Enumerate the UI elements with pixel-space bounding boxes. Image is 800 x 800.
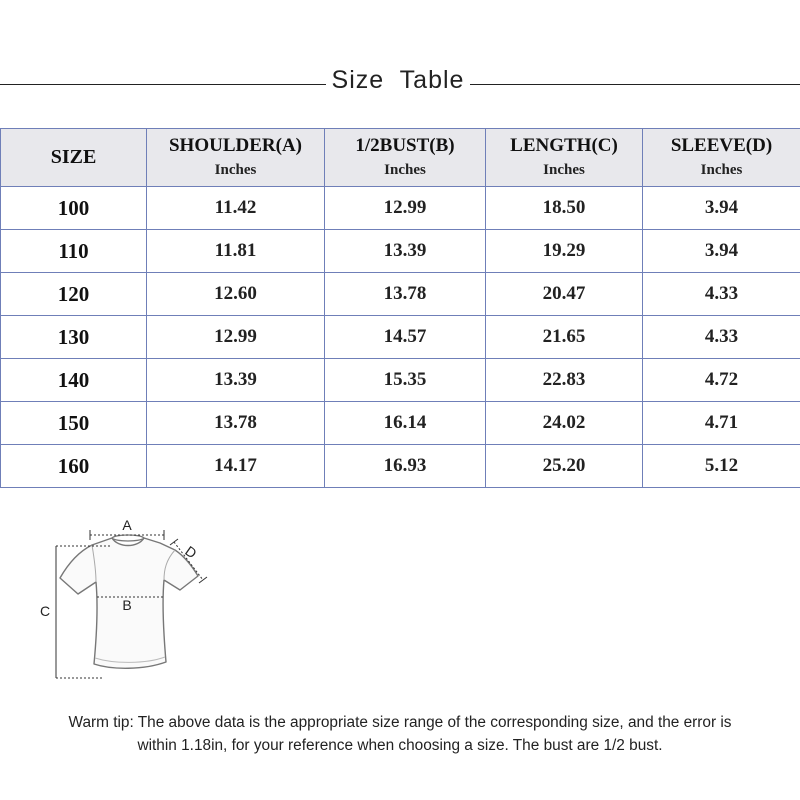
size-cell: 120	[1, 273, 147, 316]
header-shoulder-unit: Inches	[214, 162, 257, 178]
tshirt-collar-icon	[112, 535, 144, 541]
shoulder-cell: 11.42	[147, 187, 325, 230]
size-cell: 160	[1, 445, 147, 488]
table-header-row	[1, 129, 800, 187]
header-length	[486, 129, 643, 187]
header-bust	[325, 129, 486, 187]
length-cell: 25.20	[486, 445, 643, 488]
size-cell: 140	[1, 359, 147, 402]
title-divider-right	[470, 84, 800, 85]
size-cell: 150	[1, 402, 147, 445]
measure-label-a: A	[122, 517, 132, 533]
title-row	[0, 64, 800, 100]
table-row	[1, 359, 800, 402]
shoulder-cell: 12.60	[147, 273, 325, 316]
header-bust-unit: Inches	[384, 162, 426, 178]
shoulder-cell: 11.81	[147, 230, 325, 273]
title-divider-left	[0, 84, 326, 85]
header-size-label: SIZE	[50, 146, 97, 168]
header-sleeve-unit: Inches	[700, 162, 743, 178]
header-sleeve	[643, 129, 800, 187]
header-size	[1, 129, 147, 187]
shoulder-cell: 12.99	[147, 316, 325, 359]
sleeve-cell: 4.72	[643, 359, 800, 402]
length-cell: 18.50	[486, 187, 643, 230]
size-cell: 110	[1, 230, 147, 273]
table-row	[1, 445, 800, 488]
shoulder-cell: 13.39	[147, 359, 325, 402]
sleeve-cell: 4.33	[643, 273, 800, 316]
table-row	[1, 187, 800, 230]
length-cell: 21.65	[486, 316, 643, 359]
length-cell: 24.02	[486, 402, 643, 445]
sleeve-cell: 4.71	[643, 402, 800, 445]
bust-cell: 15.35	[325, 359, 486, 402]
header-bust-label: 1/2BUST(B)	[355, 135, 455, 156]
bust-cell: 16.93	[325, 445, 486, 488]
header-shoulder-label: SHOULDER(A)	[168, 135, 302, 156]
length-cell: 19.29	[486, 230, 643, 273]
length-cell: 20.47	[486, 273, 643, 316]
tshirt-measurement-diagram	[34, 512, 224, 682]
bust-cell: 13.39	[325, 230, 486, 273]
length-cell: 22.83	[486, 359, 643, 402]
warm-tip-line-2: within 1.18in, for your reference when choosing a size. The bust are 1/2 bust.	[137, 737, 663, 754]
table-row	[1, 230, 800, 273]
size-cell: 100	[1, 187, 147, 230]
sleeve-cell: 3.94	[643, 187, 800, 230]
warm-tip	[20, 711, 780, 757]
table-row	[1, 273, 800, 316]
sleeve-cell: 4.33	[643, 316, 800, 359]
table-row	[1, 402, 800, 445]
bust-cell: 13.78	[325, 273, 486, 316]
bust-cell: 12.99	[325, 187, 486, 230]
measure-label-c: C	[39, 603, 51, 619]
size-table	[0, 128, 800, 488]
header-sleeve-label: SLEEVE(D)	[670, 135, 773, 156]
bust-cell: 14.57	[325, 316, 486, 359]
measure-label-b: B	[122, 597, 132, 613]
header-length-unit: Inches	[543, 162, 585, 178]
shoulder-cell: 14.17	[147, 445, 325, 488]
sleeve-cell: 3.94	[643, 230, 800, 273]
bust-cell: 16.14	[325, 402, 486, 445]
header-length-label: LENGTH(C)	[510, 135, 618, 156]
shoulder-cell: 13.78	[147, 402, 325, 445]
page-title: Size Table	[331, 66, 465, 94]
table-row	[1, 316, 800, 359]
warm-tip-line-1: Warm tip: The above data is the appropriate size range of the corresponding size, and the error is	[68, 714, 732, 731]
measure-label-d: D	[182, 542, 200, 562]
header-shoulder	[147, 129, 325, 187]
sleeve-cell: 5.12	[643, 445, 800, 488]
size-cell: 130	[1, 316, 147, 359]
